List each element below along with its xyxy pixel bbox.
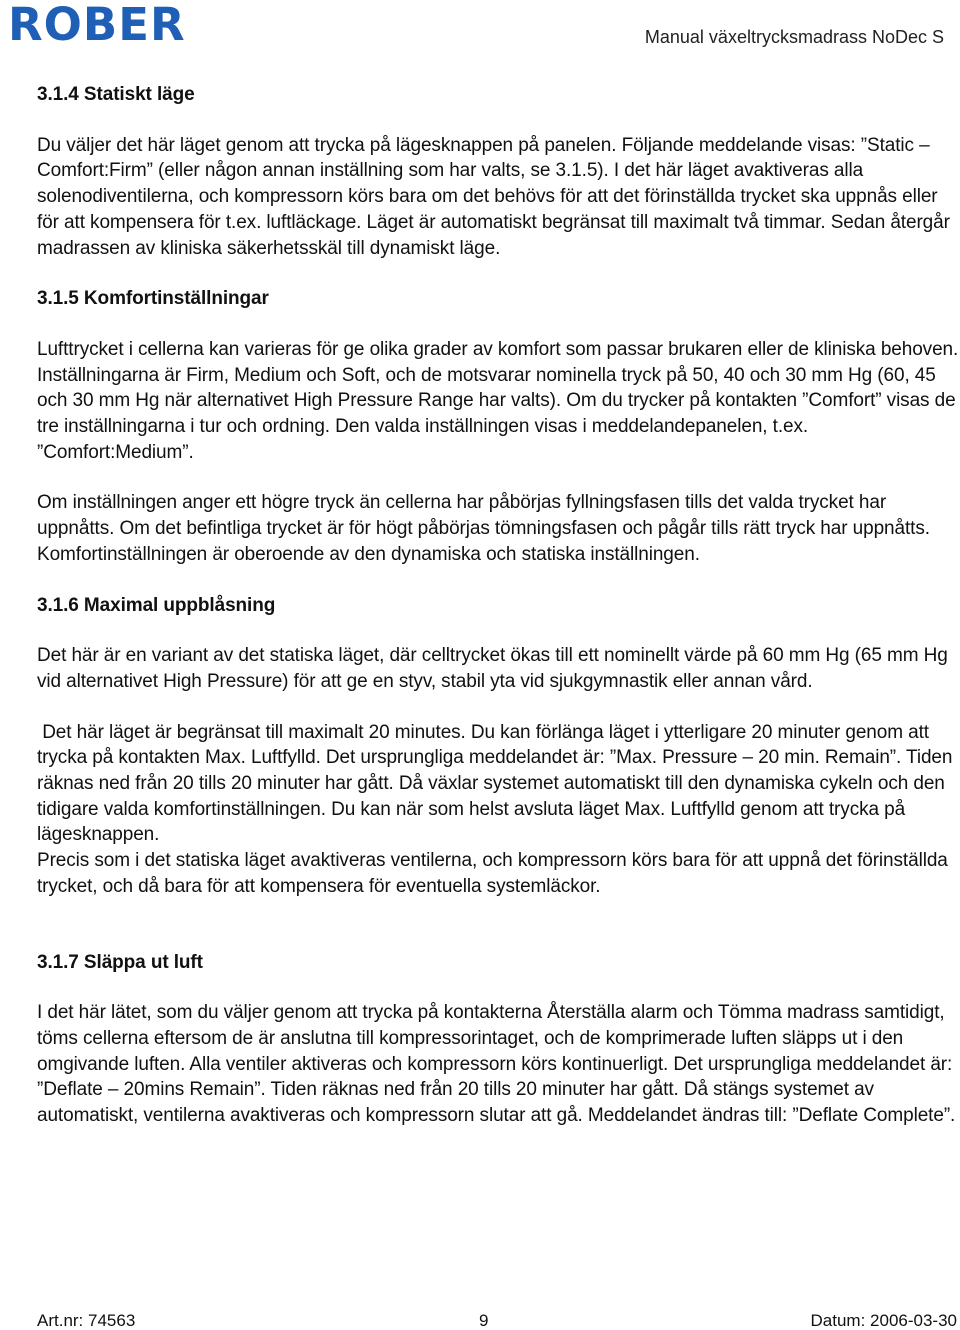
section-heading: 3.1.4 Statiskt läge <box>37 84 195 105</box>
section-paragraph: Det här är en variant av det statiska läget, där celltrycket ökas till ett nominellt värde på 60 mm Hg (65 mm Hg vid alternativet High Pressure) för att ge en styv, stabil yta vid sjukgymnastik eller annan vård. <box>37 645 948 692</box>
section-heading: 3.1.7 Släppa ut luft <box>37 951 203 973</box>
page-number: 9 <box>479 1311 489 1330</box>
section-paragraph: Du väljer det här läget genom att trycka på lägesknappen på panelen. Följande meddelande visas: ”Static – Comfort:Firm” (eller någon annan inställning som har valts, se 3.1.5). I det här läget avaktiveras alla solenodiventilerna, och kompressorn körs bara om det behövs för att det förinställda trycket ska uppnås eller för att kompensera för t.ex. luftläckage. Läget är automatiskt begränsat till maximalt två timmar. Sedan återgår madrassen av kliniska säkerhetsskäl till dynamiskt läge. <box>37 134 950 259</box>
section-paragraph: Lufttrycket i cellerna kan varieras för ge olika grader av komfort som passar brukaren eller de kliniska behoven. Inställningarna är Firm, Medium och Soft, och de motsvarar nominella tryck på 50, 40 och 30 mm Hg (60, 45 och 30 mm Hg när alternativet High Pressure Range har valts). Om du trycker på kontakten ”Comfort” visas de tre inställningarna i tur och ordning. Den valda inställningen visas i meddelandepanelen, t.ex. ”Comfort:Medium”. <box>37 338 959 463</box>
manual-title: Manual växeltrycksmadrass NoDec S <box>644 27 944 47</box>
section-paragraph: Om inställningen anger ett högre tryck än cellerna har påbörjas fyllningsfasen tills det valda trycket har uppnåtts. Om det befintliga trycket är för högt påbörjas tömningsfasen och pågår tills rätt tryck har uppnåtts. <box>37 492 930 540</box>
document-date: Datum: 2006-03-30 <box>810 1311 957 1330</box>
section-paragraph: Det här läget är begränsat till maximalt 20 minutes. Du kan förlänga läget i ytterligare 20 minuter genom att trycka på kontakten Max. Luftfylld. Det ursprungliga meddelandet är: ”Max. Pressure – 20 min. Remain”. Tiden räknas ned från 20 tills 20 minuter har gått. Då växlar systemet automatiskt till den dynamiska cykeln och den tidigare valda komfortinställningen. Du kan när som helst avsluta läget Max. Luftfylld genom att trycka på lägesknappen. <box>37 721 958 846</box>
section-paragraph: Komfortinställningen är oberoende av den dynamiska och statiska inställningen. <box>37 543 700 565</box>
section-heading: 3.1.6 Maximal uppblåsning <box>37 594 276 616</box>
article-number: Art.nr: 74563 <box>37 1311 136 1330</box>
section-paragraph: I det här lätet, som du väljer genom att trycka på kontakterna Återställa alarm och Tömma madrass samtidigt, töms cellerna eftersom de är anslutna till kompressorintaget, och de komprimerade luften släpps ut i den omgivande luften. Alla ventiler aktiveras och kompressorn körs kontinuerligt. Det ursprungliga meddelandet är: ”Deflate – 20mins Remain”. Tiden räknas ned från 20 tills 20 minuter har gått. Då stängs systemet av automatiskt, ventilerna avaktiveras och kompressorn slutar att gå. Meddelandet ändras till: ”Deflate Complete”. <box>37 1002 956 1127</box>
section-paragraph: Precis som i det statiska läget avaktiveras ventilerna, och kompressorn körs bara för att uppnå det förinställda trycket, och då bara för att kompensera för eventuella systemläckor. <box>37 850 948 897</box>
document-body <box>37 82 960 1129</box>
section-heading: 3.1.5 Komfortinställningar <box>37 288 269 310</box>
company-logo: ROBER <box>8 0 186 51</box>
